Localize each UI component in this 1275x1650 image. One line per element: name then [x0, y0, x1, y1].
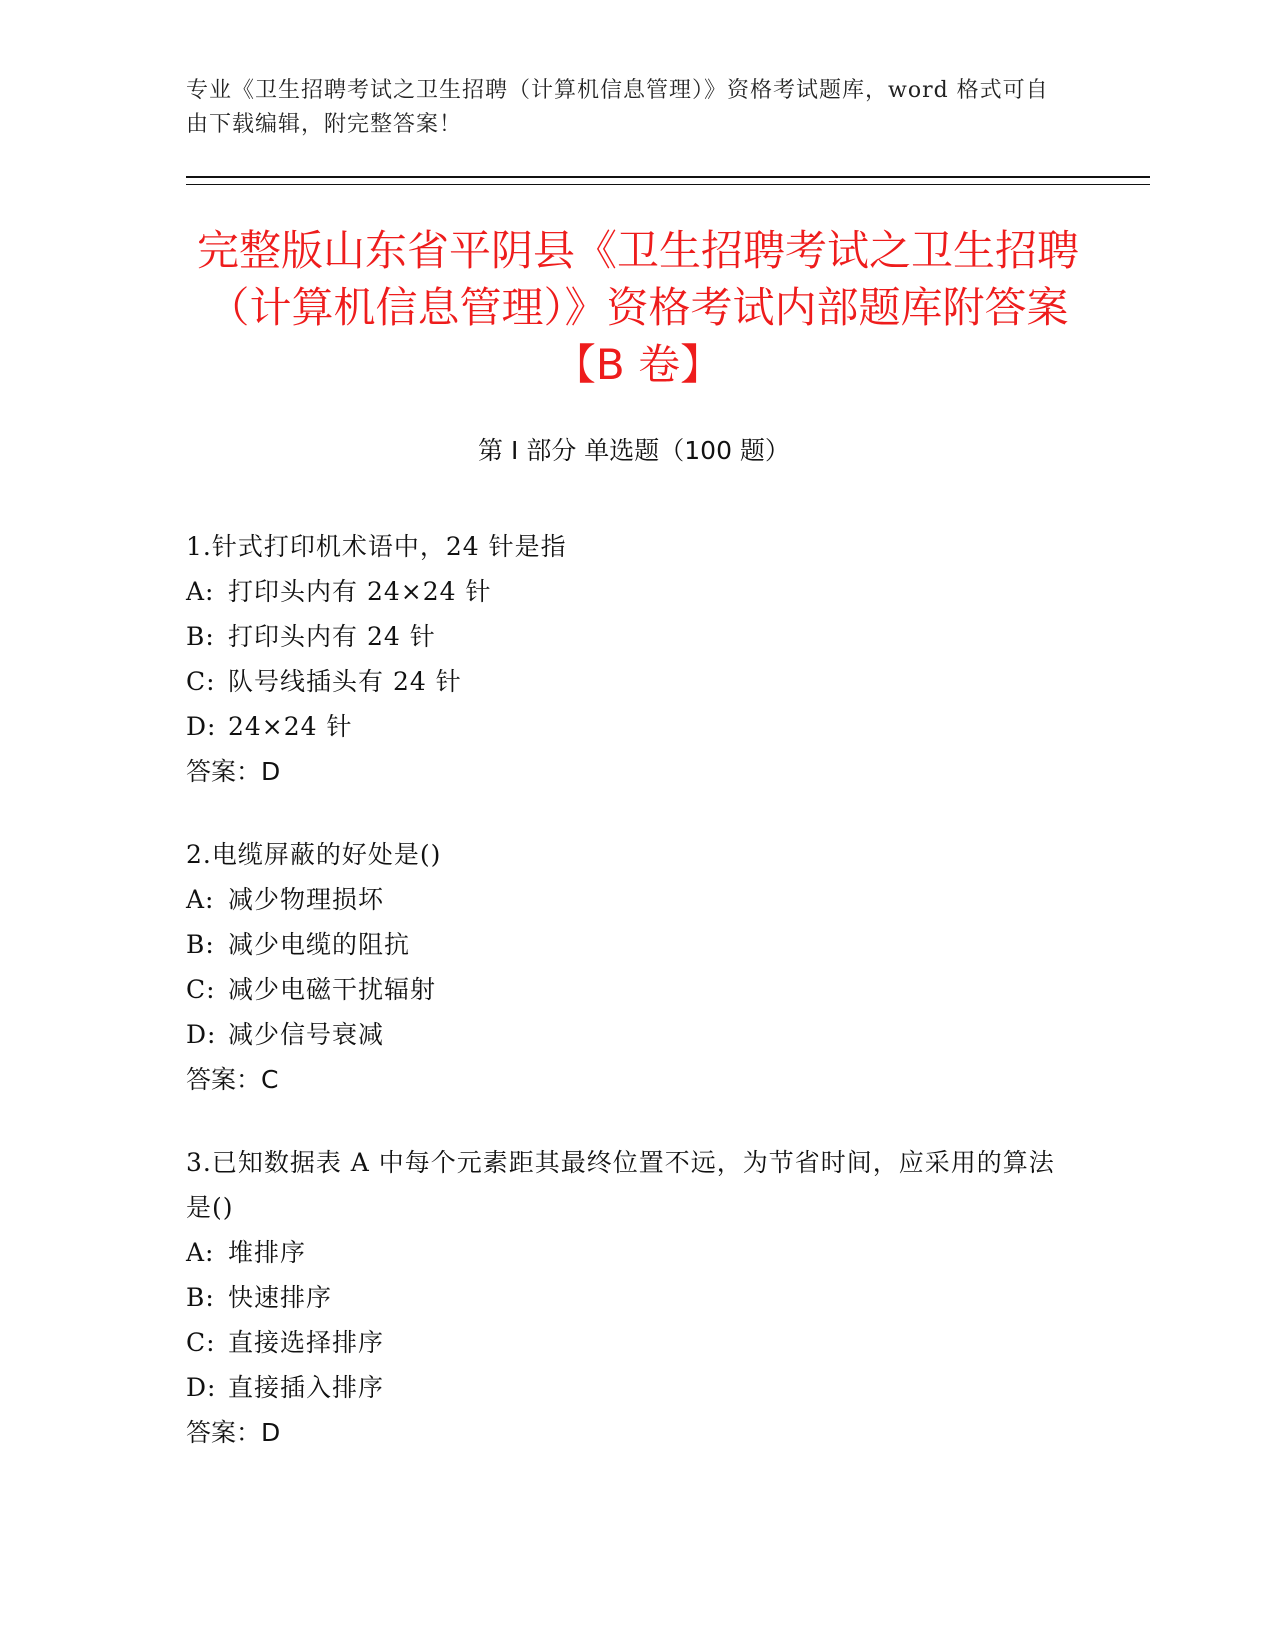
header-note: 专业《卫生招聘考试之卫生招聘（计算机信息管理）》资格考试题库，word 格式可自由下载编辑，附完整答案！: [186, 78, 1049, 137]
option-text: 直接选择排序: [228, 1328, 385, 1357]
question-2: [186, 832, 1066, 1102]
option-a: [186, 877, 1066, 922]
option-c: [186, 1320, 1066, 1365]
option-a: [186, 569, 1066, 614]
header-divider-thin: [186, 184, 1150, 185]
question-stem: 2.电缆屏蔽的好处是(): [186, 840, 442, 869]
option-key: B:: [186, 622, 215, 651]
document-title: 完整版山东省平阴县《卫生招聘考试之卫生招聘（计算机信息管理）》资格考试内部题库附答案【B 卷】: [196, 226, 1079, 389]
option-text: 减少电磁干扰辐射: [228, 975, 437, 1004]
question-stem: 3.已知数据表 A 中每个元素距其最终位置不远，为节省时间，应采用的算法是(): [186, 1148, 1055, 1222]
option-d: [186, 1365, 1066, 1410]
option-text: 打印头内有 24 针: [228, 622, 436, 651]
option-text: 堆排序: [228, 1238, 307, 1267]
option-c: [186, 659, 1066, 704]
section-heading: 第 I 部分 单选题（100 题）: [478, 436, 790, 465]
option-c: [186, 967, 1066, 1012]
option-key: B:: [186, 1283, 215, 1312]
option-key: C:: [186, 1328, 216, 1357]
option-text: 快速排序: [228, 1283, 333, 1312]
option-d: [186, 1012, 1066, 1057]
option-text: 减少信号衰减: [228, 1020, 385, 1049]
option-a: [186, 1230, 1066, 1275]
option-text: 24×24 针: [228, 712, 353, 741]
option-text: 减少物理损坏: [228, 885, 385, 914]
option-text: 减少电缆的阻抗: [228, 930, 411, 959]
answer-line: 答案：D: [186, 1418, 281, 1447]
option-d: [186, 704, 1066, 749]
option-b: [186, 1275, 1066, 1320]
option-key: D:: [186, 712, 217, 741]
question-3: [186, 1140, 1066, 1455]
option-key: C:: [186, 667, 216, 696]
answer-line: 答案：D: [186, 757, 281, 786]
answer-line: 答案：C: [186, 1065, 279, 1094]
option-key: A:: [186, 1238, 215, 1267]
option-key: A:: [186, 577, 215, 606]
option-text: 队号线插头有 24 针: [228, 667, 462, 696]
option-key: B:: [186, 930, 215, 959]
option-b: [186, 614, 1066, 659]
option-text: 直接插入排序: [228, 1373, 385, 1402]
question-1: [186, 524, 1066, 794]
option-text: 打印头内有 24×24 针: [228, 577, 492, 606]
question-list: [186, 524, 1066, 1493]
option-key: A:: [186, 885, 215, 914]
question-stem: 1.针式打印机术语中，24 针是指: [186, 532, 567, 561]
header-divider-thick: [186, 176, 1150, 178]
option-key: D:: [186, 1020, 217, 1049]
option-key: C:: [186, 975, 216, 1004]
option-b: [186, 922, 1066, 967]
option-key: D:: [186, 1373, 217, 1402]
